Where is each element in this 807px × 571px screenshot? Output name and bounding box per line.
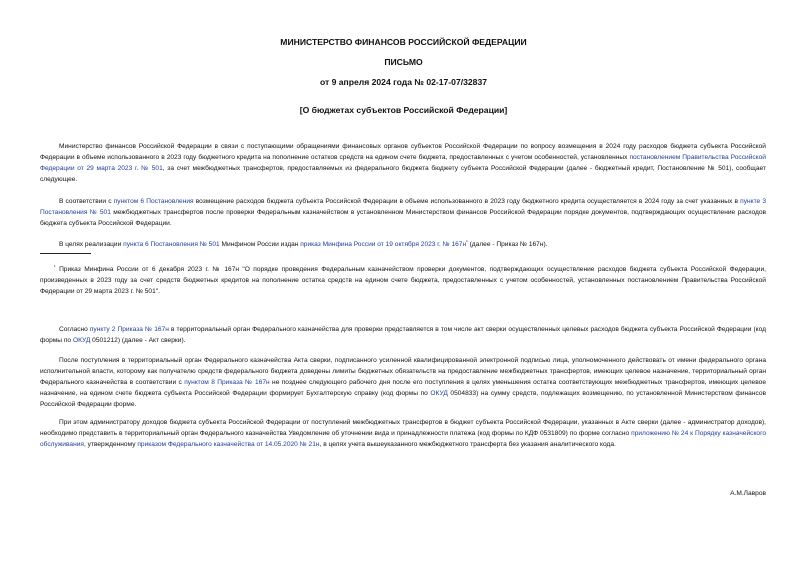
link-order-167n[interactable]: приказ Минфина России от 19 октября 2023 г. № 167н — [300, 241, 467, 249]
link-order-167n-point-2[interactable]: пункту 2 Приказа № 167н — [89, 326, 169, 333]
link-resolution-501-point-6[interactable]: пункта 6 Постановления № 501 — [123, 241, 220, 249]
link-treasury-order-21n[interactable]: приказом Федерального казначейства от 14.05.2020 № 21н — [137, 441, 320, 448]
ministry-title: МИНИСТЕРСТВО ФИНАНСОВ РОССИЙСКОЙ ФЕДЕРАЦИИ — [280, 37, 527, 47]
document-type: ПИСЬМО — [384, 57, 423, 67]
signature: А.М.Лавров — [730, 490, 766, 497]
paragraph-text: Согласно — [59, 326, 90, 333]
footnote-ref: ¹ — [466, 239, 468, 245]
footnote-mark: ¹ — [54, 264, 56, 270]
footnote-divider — [40, 253, 91, 254]
paragraph-text: возмещение расходов бюджета субъекта Российской Федерации в объеме использованного в 2023 году бюджетного кредита осуществляется в 2024 году за счет указанных в — [193, 198, 741, 205]
paragraph-4 — [40, 324, 766, 346]
paragraph-text: В целях реализации — [59, 241, 124, 249]
link-okud[interactable]: ОКУД — [72, 337, 91, 344]
link-resolution-501[interactable]: постановлением Правительства Российской Федерации от 29 марта 2023 г. № 501 — [40, 154, 766, 172]
paragraph-2 — [40, 196, 766, 229]
paragraph-text: 0501212) (далее - Акт сверки). — [90, 337, 186, 344]
paragraph-text: При этом администратору доходов бюджета субъекта Российской Федерации от поступлений межбюджетных трансфертов в бюджет субъекта Российской Федерации, указанных в Акте сверки (далее - администратор доходов), необходимо представить в территориальный орган Федерального казначейства Уведомление об уточнении вида и принадлежности платежа (код формы по КДФ 0531809) по форме согласно — [40, 419, 766, 437]
paragraph-text: (далее - Приказ № 167н). — [467, 241, 548, 249]
document-date-number: от 9 апреля 2024 года № 02-17-07/32837 — [319, 77, 488, 87]
paragraph-text: В соответствии с — [59, 198, 114, 205]
paragraph-text: После поступления в территориальный орган Федерального казначейства Акта сверки, подписанного усиленной квалифицированной электронной подписью лица, уполномоченного действовать от имени федерального органа исполнительной власти, которому как получателю средств федерального бюджета доведены лимиты бюджетных обязательств на предоставление межбюджетных трансфертов, имеющих целевое назначение, территориальный орган Федерального казначейства в соответствии с — [40, 357, 766, 386]
paragraph-text: Министерство финансов Российской Федерации в связи с поступающими обращениями финансовых органов субъектов Российской Федерации по вопросу возмещения в 2024 году расходов бюджета субъекта Российской Федерации в объеме использованного в 2023 году бюджетного кредита на пополнение остатков средств на едином счете бюджета, предоставленных с учетом особенностей, установленных — [40, 143, 766, 161]
link-appendix-24[interactable]: приложению № 24 к Порядку казначейского обслуживания — [40, 430, 766, 448]
paragraph-text: межбюджетных трансфертов после проверки Федеральным казначейством в установленном Министерством финансов Российской Федерации порядке документов, подтверждающих осуществление расходов бюджета субъекта Российской Федерации. — [40, 209, 767, 227]
footnote-text: Приказ Минфина России от 6 декабря 2023 г. № 167н "О порядке проведения Федеральным казначейством проверки документов, подтверждающих осуществление расходов бюджета субъекта Российской Федерации, произведенных в 2023 году за счет средств бюджетных кредитов на пополнение остатка средств на едином счете бюджета, предоставленных с учетом особенностей, установленных постановлением Правительства Российской Федерации от 29 марта 2023 г. № 501". — [40, 266, 766, 296]
paragraph-text: в территориальный орган Федерального казначейства для проверки представляется в том числе акт сверки осуществленных целевых расходов бюджета субъекта Российской Федерации (код формы по — [40, 326, 766, 344]
link-resolution-point-6[interactable]: пунктом 6 Постановления — [113, 198, 194, 205]
paragraph-1 — [40, 141, 766, 185]
paragraph-text: , в целях учета вышеуказанного межбюджетного трансферта без указания аналитического кода. — [319, 441, 616, 448]
paragraph-text: Минфином России издан — [219, 241, 301, 249]
paragraph-5 — [40, 355, 766, 410]
paragraph-text: , за счет межбюджетных трансфертов, предоставляемых из федерального бюджета бюджету субъекта Российской Федерации (далее - бюджетный кредит, Постановление № 501), сообщает следующее. — [40, 165, 766, 183]
document-subject: [О бюджетах субъектов Российской Федерации] — [299, 105, 508, 115]
link-okud-2[interactable]: ОКУД — [430, 390, 448, 397]
paragraph-6 — [40, 417, 766, 450]
paragraph-3 — [40, 237, 766, 250]
paragraph-text: не позднее следующего рабочего дня после его поступления в целях уменьшения остатка соответствующих межбюджетных трансфертов, имеющих целевое назначение, на едином счете бюджета субъекта Российской Федерации формирует Бухгалтерскую справку (код формы по — [40, 379, 766, 397]
footnote — [40, 262, 766, 297]
paragraph-text: , утвержденному — [83, 441, 138, 448]
paragraph-text: 0504833) на сумму средств, подлежащих возмещению, по установленной Министерством финансов Российской Федерации форме. — [40, 390, 767, 408]
link-order-167n-point-8[interactable]: пунктом 8 Приказа № 167н — [184, 379, 270, 386]
link-resolution-point-3[interactable]: пункте 3 Постановления № 501 — [40, 198, 767, 216]
